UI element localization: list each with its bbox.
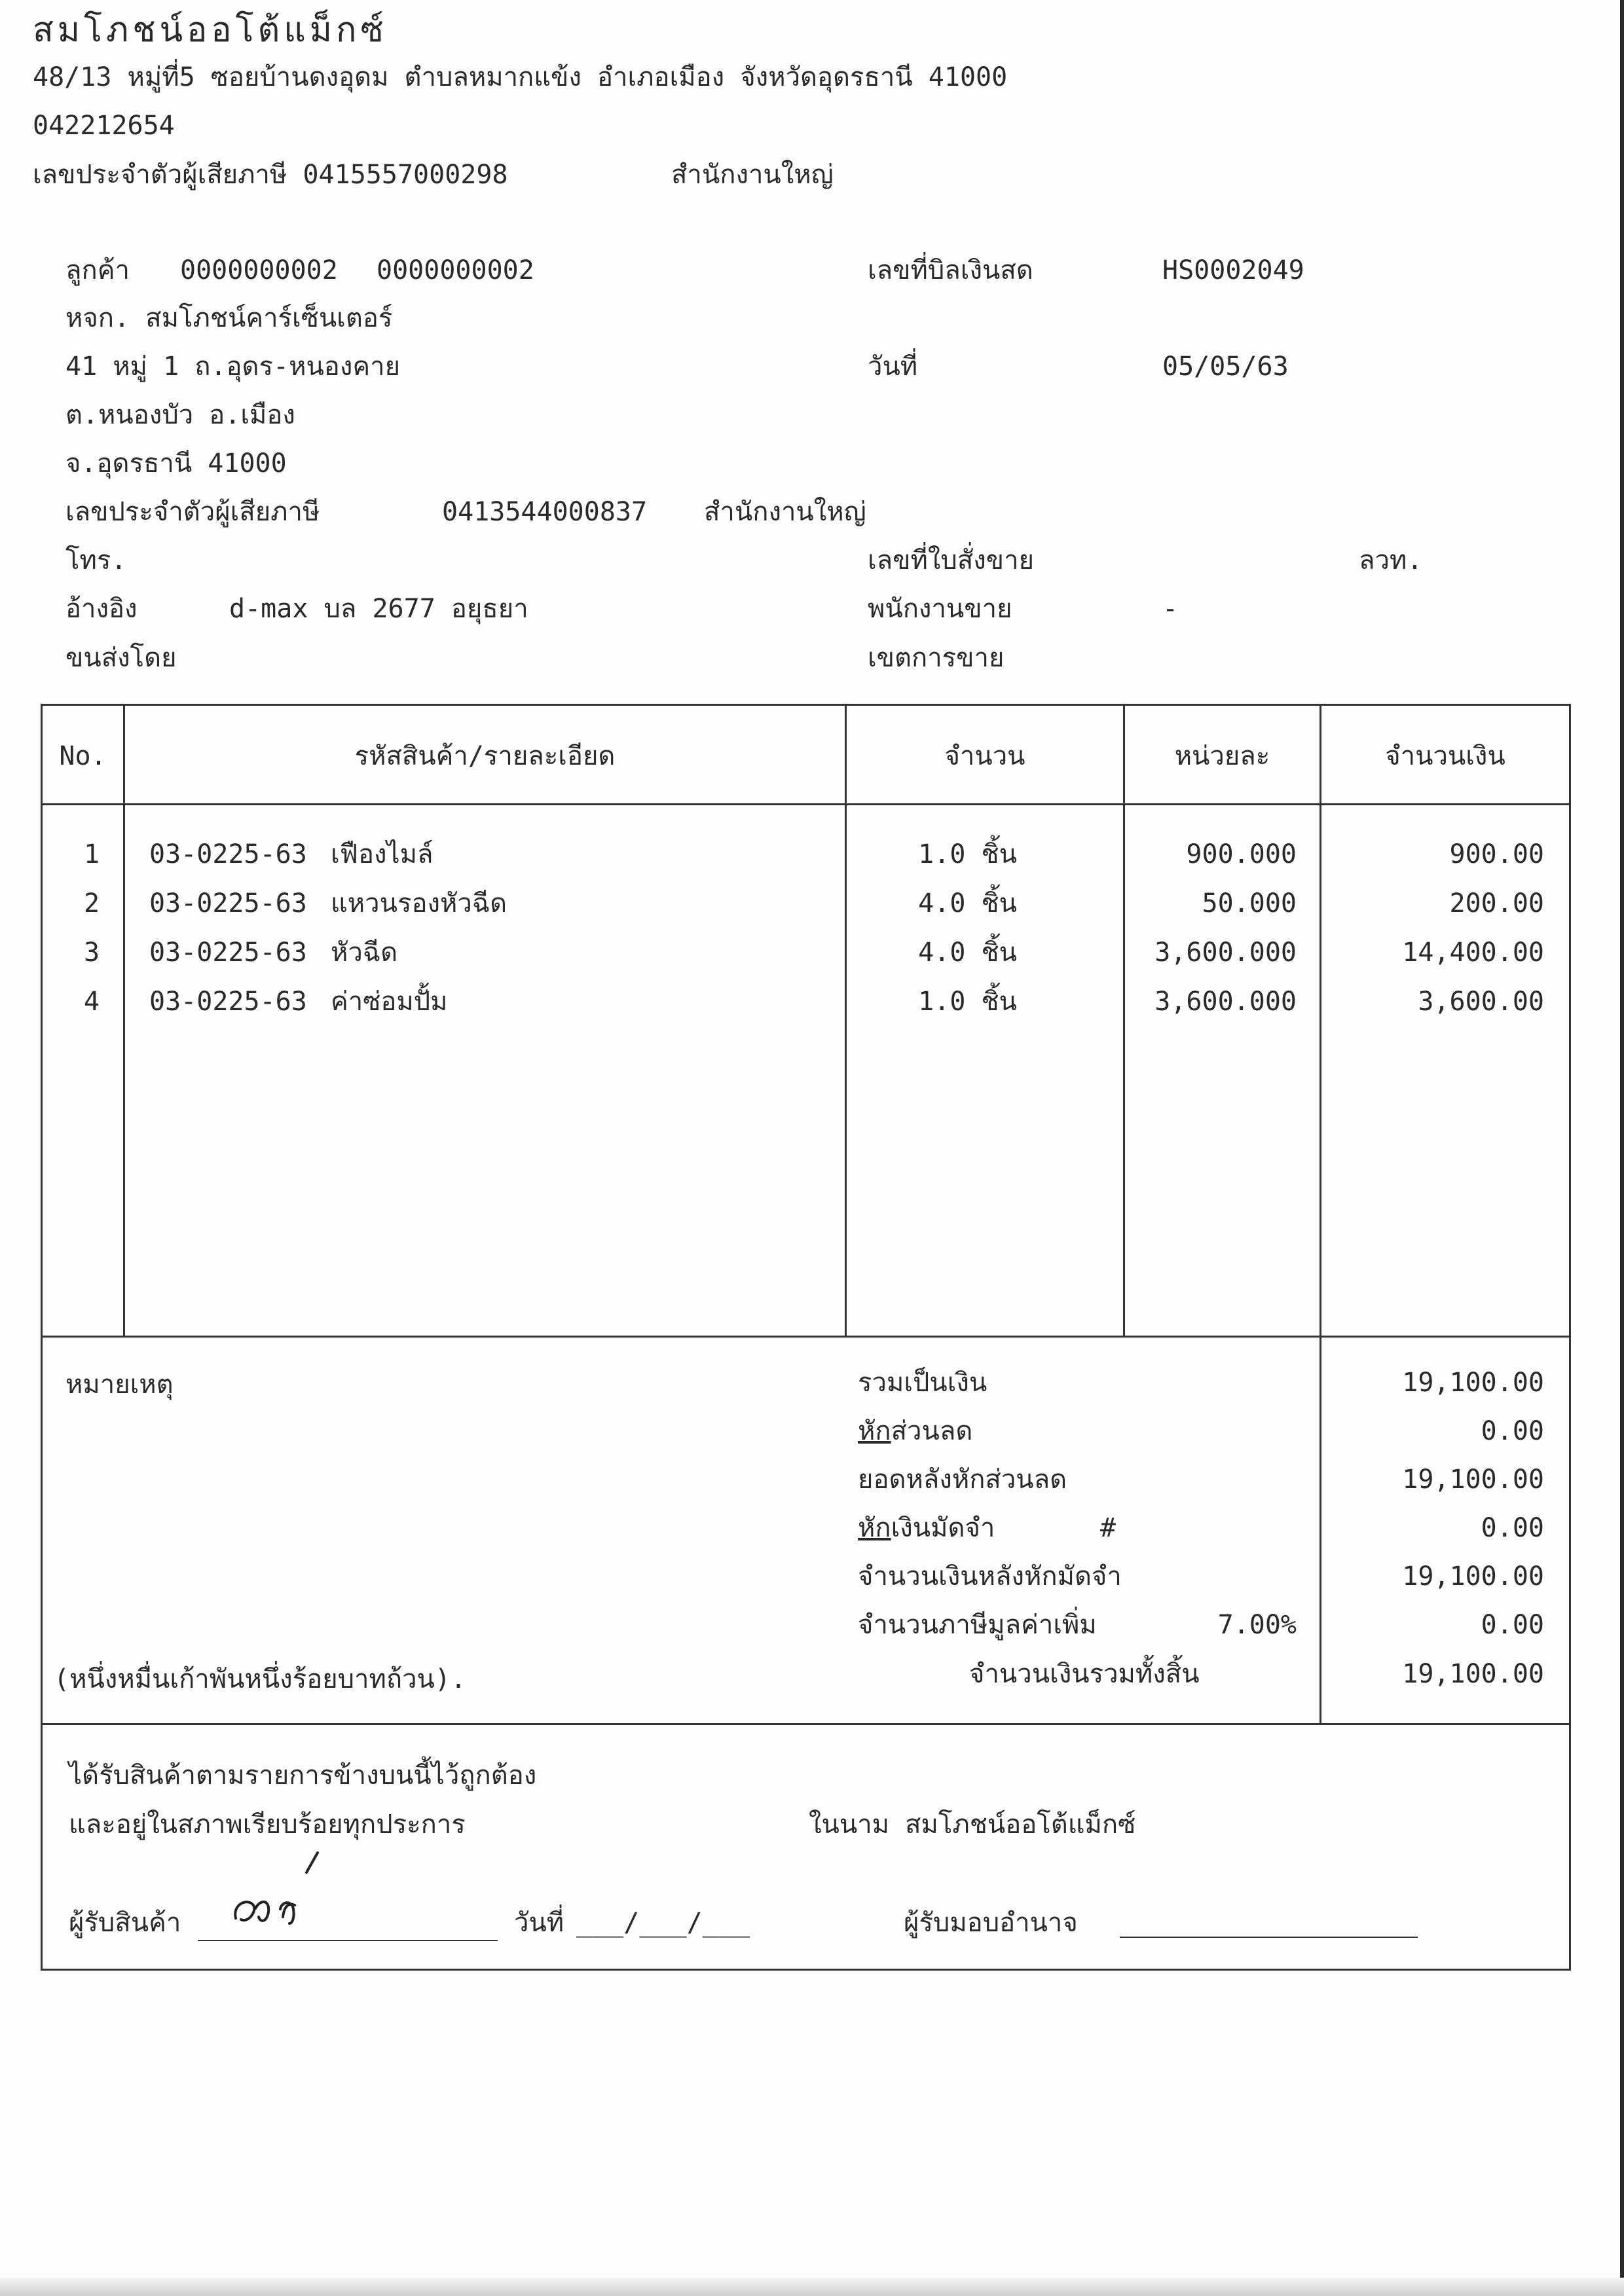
row-unit-price: 3,600.000 (1154, 987, 1297, 1017)
row-code: 03-0225-63 (149, 888, 307, 919)
sales-area-label: เขตการขาย (868, 643, 1005, 673)
header-unit-price: หน่วยละ (1174, 741, 1270, 771)
header-divider (41, 803, 1571, 805)
after-discount-value: 19,100.00 (1402, 1465, 1544, 1495)
company-name: สมโภชน์ออโต้แม็กซ์ (33, 10, 388, 50)
subtotal-value: 19,100.00 (1402, 1368, 1544, 1398)
customer-phone-label: โทร. (65, 545, 127, 575)
customer-tax-no: 0413544000837 (442, 497, 648, 527)
row-code: 03-0225-63 (149, 839, 307, 869)
customer-address-1: 41 หมู่ 1 ถ.อุดร-หนองคาย (65, 352, 401, 382)
company-phone: 042212654 (33, 111, 175, 141)
receive-date-label: วันที่ (514, 1908, 564, 1938)
row-no: 3 (83, 938, 100, 968)
row-code: 03-0225-63 (149, 938, 307, 968)
sales-order-value: ลวท. (1359, 545, 1423, 575)
after-discount-label: ยอดหลังหักส่วนลด (858, 1465, 1067, 1495)
items-bottom-divider (41, 1336, 1571, 1338)
customer-branch: สำนักงานใหญ่ (704, 497, 866, 527)
deposit-label (858, 1515, 995, 1541)
reference-label: อ้างอิง (65, 594, 138, 624)
remark-label: หมายเหตุ (65, 1370, 174, 1400)
on-behalf-label: ในนาม สมโภชน์ออโต้แม็กซ์ (809, 1810, 1136, 1840)
row-amount: 14,400.00 (1402, 938, 1544, 968)
row-unit-price: 50.000 (1202, 888, 1297, 919)
customer-name: หจก. สมโภชน์คาร์เซ็นเตอร์ (65, 303, 393, 333)
row-qty: 1.0 ชิ้น (918, 839, 1017, 869)
receiver-signature-line (198, 1940, 498, 1941)
header-description: รหัสสินค้า/รายละเอียด (354, 741, 616, 771)
salesperson-value: - (1162, 594, 1179, 624)
discount-label (858, 1418, 972, 1444)
after-deposit-label: จำนวนเงินหลังหักมัดจำ (858, 1561, 1122, 1592)
after-deposit-value: 19,100.00 (1402, 1561, 1544, 1592)
company-tax-id: เลขประจำตัวผู้เสียภาษี 0415557000298 (33, 160, 508, 190)
row-qty: 1.0 ชิ้น (918, 987, 1017, 1017)
row-name: แหวนรองหัวฉีด (331, 888, 507, 919)
row-no: 1 (83, 839, 100, 869)
vat-label: จำนวนภาษีมูลค่าเพิ่ม (858, 1610, 1097, 1640)
salesperson-label: พนักงานขาย (868, 594, 1012, 624)
header-no: No. (59, 741, 107, 771)
row-amount: 900.00 (1449, 839, 1544, 869)
authorized-label: ผู้รับมอบอำนาจ (904, 1908, 1078, 1938)
row-name: หัวฉีด (331, 938, 398, 968)
bill-no-label: เลขที่บิลเงินสด (868, 255, 1033, 285)
deposit-label-text: เงินมัดจำ (891, 1513, 995, 1543)
row-no: 2 (83, 888, 100, 919)
row-qty: 4.0 ชิ้น (918, 888, 1017, 919)
scan-shadow (0, 2278, 1624, 2296)
received-statement-1: ได้รับสินค้าตามรายการข้างบนนี้ไว้ถูกต้อง (69, 1760, 537, 1791)
bill-date-label: วันที่ (868, 352, 918, 382)
deposit-ref: # (1100, 1513, 1116, 1543)
bill-no-value: HS0002049 (1162, 255, 1304, 285)
grand-total-label: จำนวนเงินรวมทั้งสิ้น (969, 1659, 1200, 1689)
row-unit-price: 3,600.000 (1154, 938, 1297, 968)
customer-code-1: 0000000002 (180, 255, 338, 285)
customer-tax-label: เลขประจำตัวผู้เสียภาษี (65, 497, 320, 527)
col-divider-no (123, 704, 125, 1337)
discount-label-prefix: หัก (858, 1416, 891, 1446)
row-qty: 4.0 ชิ้น (918, 938, 1017, 968)
grand-total-value: 19,100.00 (1402, 1659, 1544, 1689)
vat-rate: 7.00% (1217, 1610, 1297, 1640)
receiver-signature (229, 1846, 347, 1938)
customer-address-3: จ.อุดรธานี 41000 (65, 448, 287, 479)
company-branch: สำนักงานใหญ่ (671, 160, 834, 190)
summary-bottom-divider (41, 1723, 1571, 1725)
scan-edge (1620, 0, 1624, 2296)
received-statement-2: และอยู่ในสภาพเรียบร้อยทุกประการ (69, 1810, 466, 1840)
customer-address-2: ต.หนองบัว อ.เมือง (65, 400, 295, 430)
deposit-label-prefix: หัก (858, 1513, 891, 1543)
authorized-signature-line (1120, 1937, 1418, 1938)
subtotal-label: รวมเป็นเงิน (858, 1368, 987, 1398)
row-name: เฟืองไมล์ (331, 839, 434, 869)
header-quantity: จำนวน (944, 741, 1025, 771)
vat-value: 0.00 (1481, 1610, 1544, 1640)
deposit-value: 0.00 (1481, 1513, 1544, 1543)
row-name: ค่าซ่อมปั้ม (331, 987, 448, 1017)
shipping-label: ขนส่งโดย (65, 643, 177, 673)
reference-value: d-max บล 2677 อยุธยา (229, 594, 528, 624)
row-amount: 200.00 (1449, 888, 1544, 919)
customer-code-2: 0000000002 (377, 255, 534, 285)
row-unit-price: 900.000 (1186, 839, 1297, 869)
receive-date-blank: ___/___/___ (576, 1908, 750, 1938)
row-amount: 3,600.00 (1418, 987, 1544, 1017)
col-divider-qty (1123, 704, 1125, 1337)
sales-order-label: เลขที่ใบสั่งขาย (868, 545, 1035, 575)
customer-label: ลูกค้า (65, 255, 130, 285)
company-address: 48/13 หมู่ที่5 ซอยบ้านดงอุดม ตำบลหมากแข้ง อำเภอเมือง จังหวัดอุดรธานี 41000 (33, 62, 1008, 92)
row-no: 4 (83, 987, 100, 1017)
bill-date-value: 05/05/63 (1162, 352, 1289, 382)
row-code: 03-0225-63 (149, 987, 307, 1017)
discount-value: 0.00 (1481, 1416, 1544, 1446)
col-divider-desc (845, 704, 847, 1337)
discount-label-text: ส่วนลด (891, 1416, 973, 1446)
header-amount: จำนวนเงิน (1385, 741, 1505, 771)
receiver-label: ผู้รับสินค้า (69, 1908, 181, 1938)
amount-in-words: (หนึ่งหมื่นเก้าพันหนึ่งร้อยบาทถ้วน). (54, 1664, 467, 1694)
